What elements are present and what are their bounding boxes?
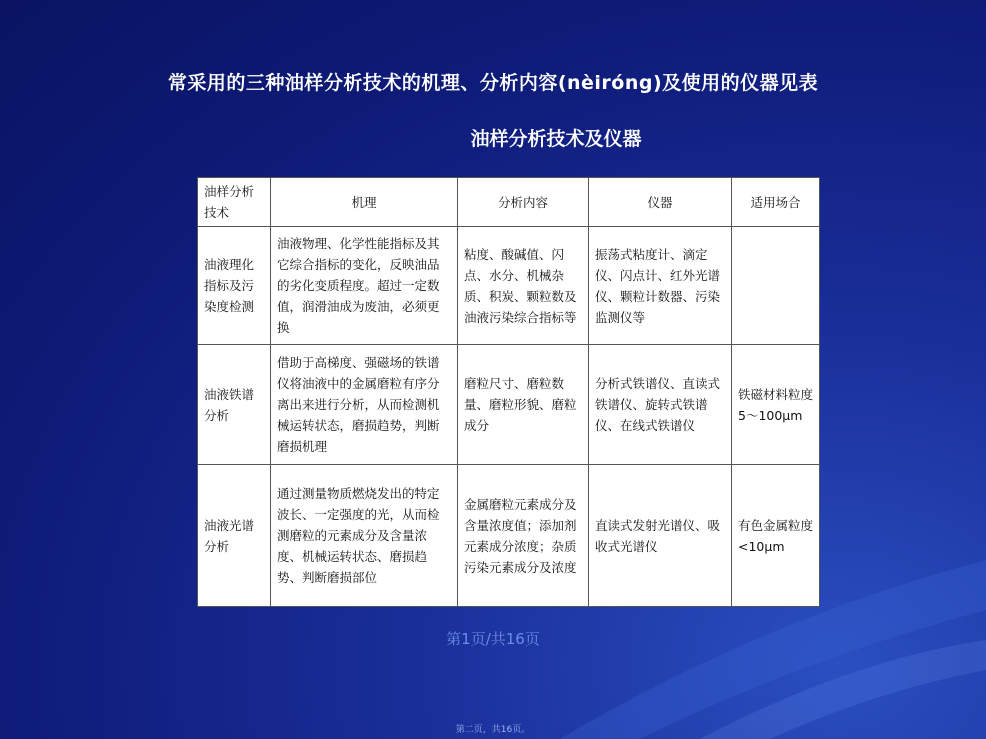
table-header-row xyxy=(198,178,820,227)
cell-technique: 油液铁谱分析 xyxy=(198,345,271,465)
analysis-table xyxy=(197,177,820,607)
table-caption: 油样分析技术及仪器 xyxy=(470,128,642,150)
cell-mechanism: 油液物理、化学性能指标及其它综合指标的变化，反映油品的劣化变质程度。超过一定数值，润滑油成为废油，必须更换 xyxy=(271,227,458,345)
cell-instrument: 直读式发射光谱仪、吸收式光谱仪 xyxy=(589,465,732,607)
cell-technique: 油液光谱分析 xyxy=(198,465,271,607)
table-row xyxy=(198,465,820,607)
header-instrument: 仪器 xyxy=(589,178,732,227)
page-counter: 第1页/共16页 xyxy=(446,630,540,648)
cell-technique: 油液理化指标及污染度检测 xyxy=(198,227,271,345)
cell-content: 粘度、酸碱值、闪点、水分、机械杂质、积炭、颗粒数及油液污染综合指标等 xyxy=(458,227,589,345)
cell-content: 金属磨粒元素成分及含量浓度值；添加剂元素成分浓度；杂质污染元素成分及浓度 xyxy=(458,465,589,607)
cell-application: 铁磁材料粒度 5～100μm xyxy=(732,345,820,465)
cell-mechanism: 通过测量物质燃烧发出的特定波长、一定强度的光，从而检测磨粒的元素成分及含量浓度、机械运转状态、磨损趋势、判断磨损部位 xyxy=(271,465,458,607)
header-application: 适用场合 xyxy=(732,178,820,227)
table-row xyxy=(198,227,820,345)
header-mechanism: 机理 xyxy=(271,178,458,227)
page-title: 常采用的三种油样分析技术的机理、分析内容(nèiróng)及使用的仪器见表 xyxy=(167,72,819,94)
cell-application: 有色金属粒度<10μm xyxy=(732,465,820,607)
cell-mechanism: 借助于高梯度、强磁场的铁谱仪将油液中的金属磨粒有序分离出来进行分析，从而检测机械运转状态，磨损趋势，判断磨损机理 xyxy=(271,345,458,465)
cell-instrument: 分析式铁谱仪、直读式铁谱仪、旋转式铁谱仪、在线式铁谱仪 xyxy=(589,345,732,465)
page-counter-small: 第二页，共16页。 xyxy=(455,725,531,735)
cell-instrument: 振荡式粘度计、滴定仪、闪点计、红外光谱仪、颗粒计数器、污染监测仪等 xyxy=(589,227,732,345)
cell-application xyxy=(732,227,820,345)
header-content: 分析内容 xyxy=(458,178,589,227)
header-technique: 油样分析技术 xyxy=(198,178,271,227)
table-row xyxy=(198,345,820,465)
cell-content: 磨粒尺寸、磨粒数量、磨粒形貌、磨粒成分 xyxy=(458,345,589,465)
